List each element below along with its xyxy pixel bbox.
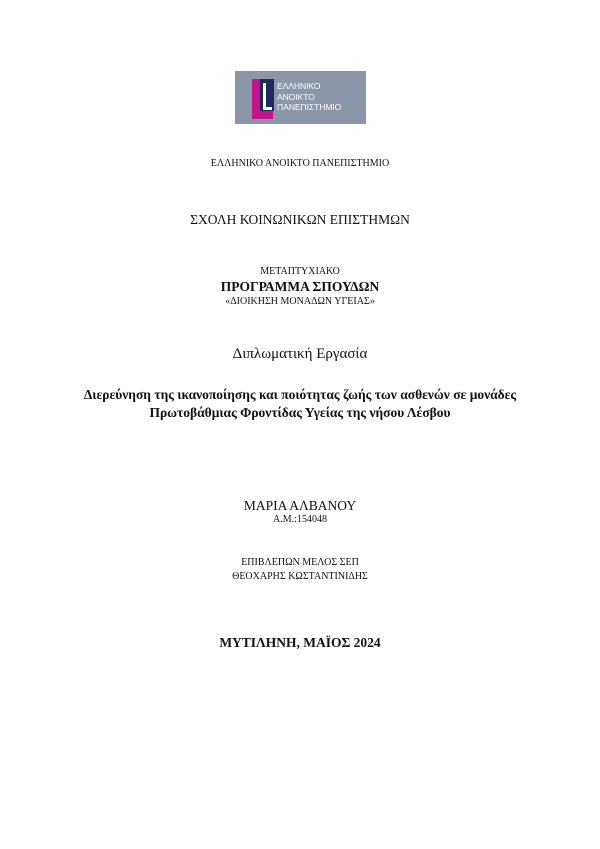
university-name: ΕΛΛΗΝΙΚΟ ΑΝΟΙΚΤΟ ΠΑΝΕΠΙΣΤΗΜΙΟ: [210, 158, 390, 169]
program-specialization: «ΔΙΟΙΚΗΣΗ ΜΟΝΑΔΩΝ ΥΓΕΙΑΣ»: [225, 296, 375, 307]
document-type: Διπλωματική Εργασία: [232, 346, 368, 362]
logo-line-1: ΕΛΛΗΝΙΚΟ: [277, 81, 321, 91]
place-date: ΜΥΤΙΛΗΝΗ, ΜΑΪΟΣ 2024: [219, 635, 381, 650]
author-name: ΜΑΡΙΑ ΑΛΒΑΝΟΥ: [243, 498, 357, 513]
logo-line-3: ΠΑΝΕΠΙΣΤΗΜΙΟ: [277, 102, 342, 113]
school-name: ΣΧΟΛΗ ΚΟΙΝΩΝΙΚΩΝ ΕΠΙΣΤΗΜΩΝ: [190, 212, 410, 227]
student-id: Α.Μ.:154048: [273, 514, 327, 525]
thesis-title-line-2: Πρωτοβάθμιας Φροντίδας Υγείας της νήσου Λέσβου: [149, 405, 451, 420]
university-logo: [235, 71, 366, 124]
supervisor-label: ΕΠΙΒΛΕΠΩΝ ΜΕΛΟΣ ΣΕΠ: [241, 557, 359, 568]
logo-line-2: ΑΝΟΙΚΤΟ: [277, 91, 315, 102]
thesis-title-line-1: Διερεύνηση της ικανοποίησης και ποιότητας ζωής των ασθενών σε μονάδες: [83, 387, 517, 402]
program-name: ΠΡΟΓΡΑΜΜΑ ΣΠΟΥΔΩΝ: [220, 279, 380, 294]
supervisor-name: ΘΕΟΧΑΡΗΣ ΚΩΣΤΑΝΤΙΝΙΔΗΣ: [232, 571, 368, 582]
program-level: ΜΕΤΑΠΤΥΧΙΑΚΟ: [260, 266, 340, 277]
logo-wordmark: [277, 81, 341, 113]
